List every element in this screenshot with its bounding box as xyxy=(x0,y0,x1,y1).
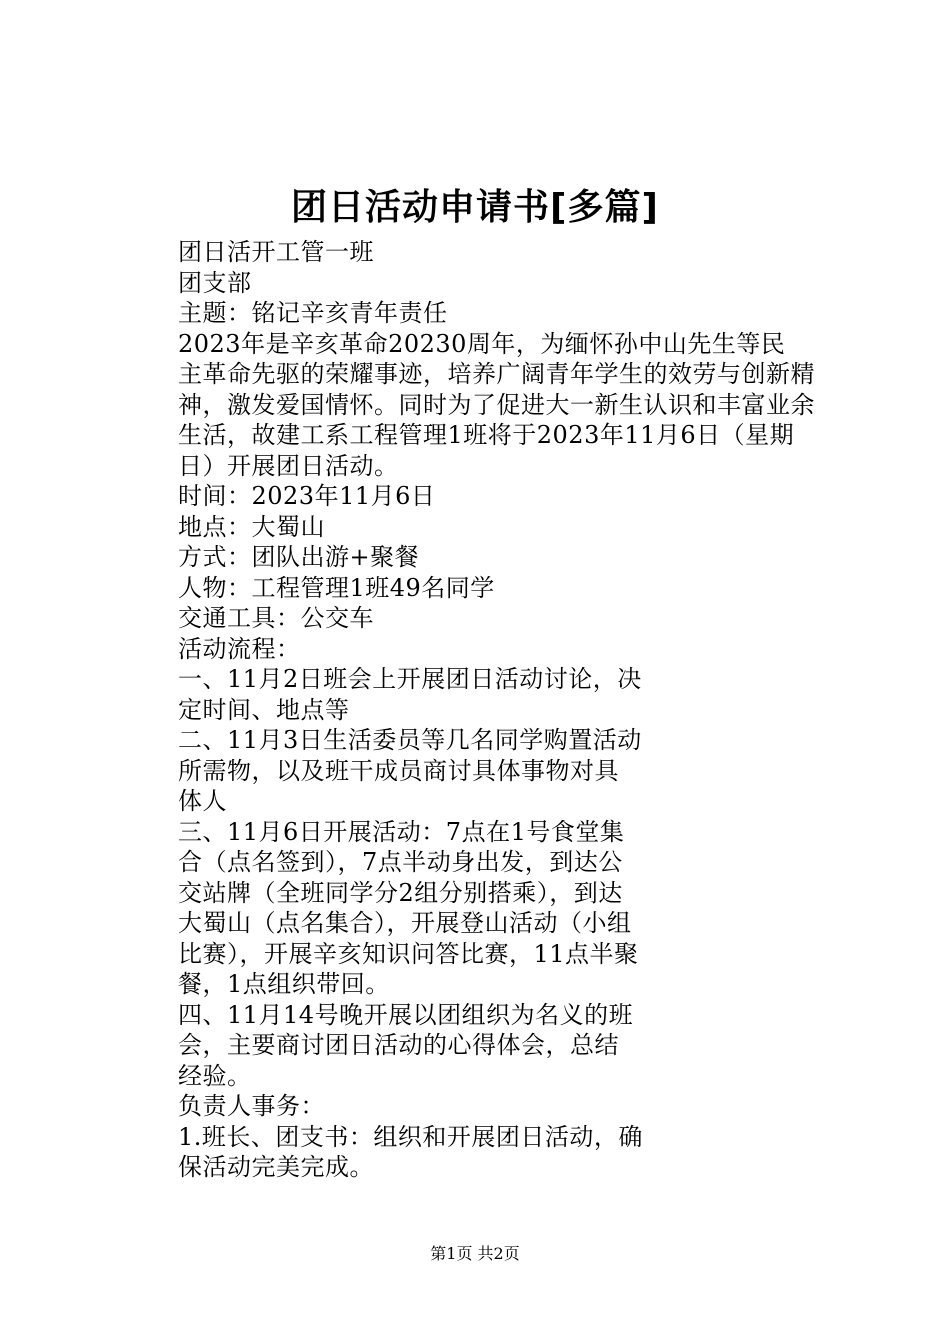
body-line: 所需物，以及班干成员商讨具体事物对具 xyxy=(178,756,619,785)
body-line: 经验。 xyxy=(178,1061,252,1090)
body-line: 定时间、地点等 xyxy=(178,695,350,724)
body-line: 团支部 xyxy=(178,268,252,297)
body-line: 时间：2023年11月6日 xyxy=(178,482,436,510)
body-line: 人物：工程管理1班49名同学 xyxy=(178,573,495,602)
body-line: 会，主要商讨团日活动的心得体会，总结 xyxy=(178,1031,619,1059)
body-line: 大蜀山（点名集合），开展登山活动（小组 xyxy=(178,909,632,937)
body-line: 地点：大蜀山 xyxy=(178,512,325,541)
body-line: 生活，故建工系工程管理1班将于2023年11月6日（星期 xyxy=(178,421,795,449)
body-line: 主题：铭记辛亥青年责任 xyxy=(178,299,448,327)
body-line: 1.班长、团支书：组织和开展团日活动，确 xyxy=(178,1122,643,1151)
body-line: 一、11月2日班会上开展团日活动讨论，决 xyxy=(178,665,642,693)
body-line: 方式：团队出游+聚餐 xyxy=(178,543,420,571)
body-line: 三、11月6日开展活动：7点在1号食堂集 xyxy=(178,817,625,846)
body-line: 二、11月3日生活委员等几名同学购置活动 xyxy=(178,726,642,754)
body-line: 神，激发爱国情怀。同时为了促进大一新生认识和丰富业余 xyxy=(178,390,815,419)
body-line: 四、11月14号晚开展以团组织为名义的班 xyxy=(178,1000,634,1029)
body-line: 主革命先驱的荣耀事迹，培养广阔青年学生的效劳与创新精 xyxy=(178,360,815,388)
body-line: 体人 xyxy=(178,787,227,815)
body-line: 2023年是辛亥革命20230周年，为缅怀孙中山先生等民 xyxy=(178,329,786,358)
body-line: 比赛），开展辛亥知识问答比赛，11点半聚 xyxy=(178,939,639,968)
page-footer: 第1页 共2页 xyxy=(430,1244,520,1263)
document-title: 团日活动申请书[多篇] xyxy=(291,187,659,228)
body-line: 餐，1点组织带回。 xyxy=(178,970,390,998)
body-line: 团日活开工管一班 xyxy=(178,238,374,266)
body-line: 保活动完美完成。 xyxy=(178,1153,374,1181)
body-line: 负责人事务： xyxy=(178,1092,325,1120)
body-line: 合（点名签到），7点半动身出发，到达公 xyxy=(178,848,623,876)
body-line: 交站牌（全班同学分2组分别搭乘），到达 xyxy=(178,878,623,907)
body-line: 活动流程： xyxy=(178,634,301,663)
body-line: 交通工具：公交车 xyxy=(178,604,374,632)
body-line: 日）开展团日活动。 xyxy=(178,451,399,480)
document-body xyxy=(178,237,858,1183)
